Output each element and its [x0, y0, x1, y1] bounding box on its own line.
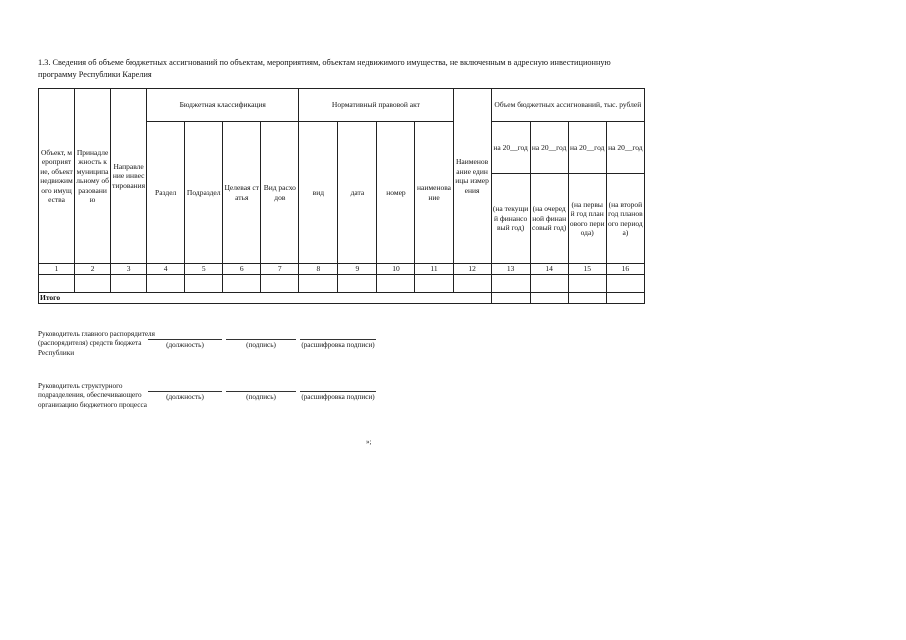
column-number: 3: [111, 264, 147, 275]
total-year-2: [530, 293, 568, 304]
column-number: 5: [185, 264, 223, 275]
header-section: Раздел: [147, 122, 185, 264]
signature-block-structural: [38, 382, 398, 452]
header-group-volume: Объем бюджетных ассигнований, тыс. рублей: [491, 89, 644, 122]
signature-line-decode: [300, 339, 376, 340]
signature-caption-position: (должность): [166, 341, 204, 349]
signature-label: Руководитель структурного подразделения, обеспечивающего организацию бюджетного процесса: [38, 382, 147, 409]
header-target: Целевая статья: [223, 122, 261, 264]
total-year-1: [491, 293, 530, 304]
signature-line-position: [148, 339, 222, 340]
closing-quote: »;: [366, 438, 372, 446]
header-year-4: на 20__год: [606, 122, 644, 174]
column-number: 2: [75, 264, 111, 275]
signature-caption-position: (должность): [166, 393, 204, 401]
signature-line-decode: [300, 391, 376, 392]
column-number: 4: [147, 264, 185, 275]
column-number: 9: [338, 264, 377, 275]
header-expense-type: Вид расходов: [261, 122, 299, 264]
header-year-3: на 20__год: [568, 122, 606, 174]
header-act-date: дата: [338, 122, 377, 264]
column-number: 11: [415, 264, 453, 275]
header-act-number: номер: [377, 122, 415, 264]
header-subsection: Подраздел: [185, 122, 223, 264]
column-number: 1: [39, 264, 75, 275]
header-owner: Принадлежность к муниципальному образованию: [75, 89, 111, 264]
column-number: 15: [568, 264, 606, 275]
total-year-3: [568, 293, 606, 304]
signature-caption-decode: (расшифровка подписи): [301, 393, 375, 401]
header-year-note-1: (на текущий финансовый год): [491, 174, 530, 264]
signature-line-signature: [226, 391, 296, 392]
header-object: Объект, мероприятие, объект недвижимого имущества: [39, 89, 75, 264]
total-label: Итого: [39, 293, 492, 304]
header-unit: Наименование единицы измерения: [453, 89, 491, 264]
column-number: 12: [453, 264, 491, 275]
signature-line-position: [148, 391, 222, 392]
signature-caption-decode: (расшифровка подписи): [301, 341, 375, 349]
column-number: 7: [261, 264, 299, 275]
column-number: 8: [299, 264, 338, 275]
signature-caption-signature: (подпись): [246, 393, 276, 401]
header-act-name: наименование: [415, 122, 453, 264]
header-direction: Направление инвестирования: [111, 89, 147, 264]
column-number: 10: [377, 264, 415, 275]
header-act-type: вид: [299, 122, 338, 264]
empty-data-row: [39, 275, 645, 293]
signature-caption-signature: (подпись): [246, 341, 276, 349]
header-year-note-2: (на очередной финансовый год): [530, 174, 568, 264]
total-row: [39, 293, 645, 304]
header-group-act: Нормативный правовой акт: [299, 89, 453, 122]
column-number: 16: [606, 264, 644, 275]
signature-block-head: [38, 330, 398, 380]
header-year-1: на 20__год: [491, 122, 530, 174]
section-title: 1.3. Сведения об объеме бюджетных ассигнований по объектам, мероприятиям, объектам недвижимого имущества, не включенным в адресную инвестиционную программу Республики Карелия: [38, 58, 611, 79]
header-group-budget: Бюджетная классификация: [147, 89, 299, 122]
column-number: 14: [530, 264, 568, 275]
signature-label: Руководитель главного распорядителя (распорядителя) средств бюджета Республики: [38, 330, 155, 357]
total-year-4: [606, 293, 644, 304]
header-year-note-3: (на первый год планового периода): [568, 174, 606, 264]
column-number: 13: [491, 264, 530, 275]
column-number-row: [39, 264, 645, 275]
header-year-note-4: (на второй год планового периода): [606, 174, 644, 264]
budget-allocation-table: [38, 88, 645, 304]
column-number: 6: [223, 264, 261, 275]
signature-line-signature: [226, 339, 296, 340]
header-year-2: на 20__год: [530, 122, 568, 174]
